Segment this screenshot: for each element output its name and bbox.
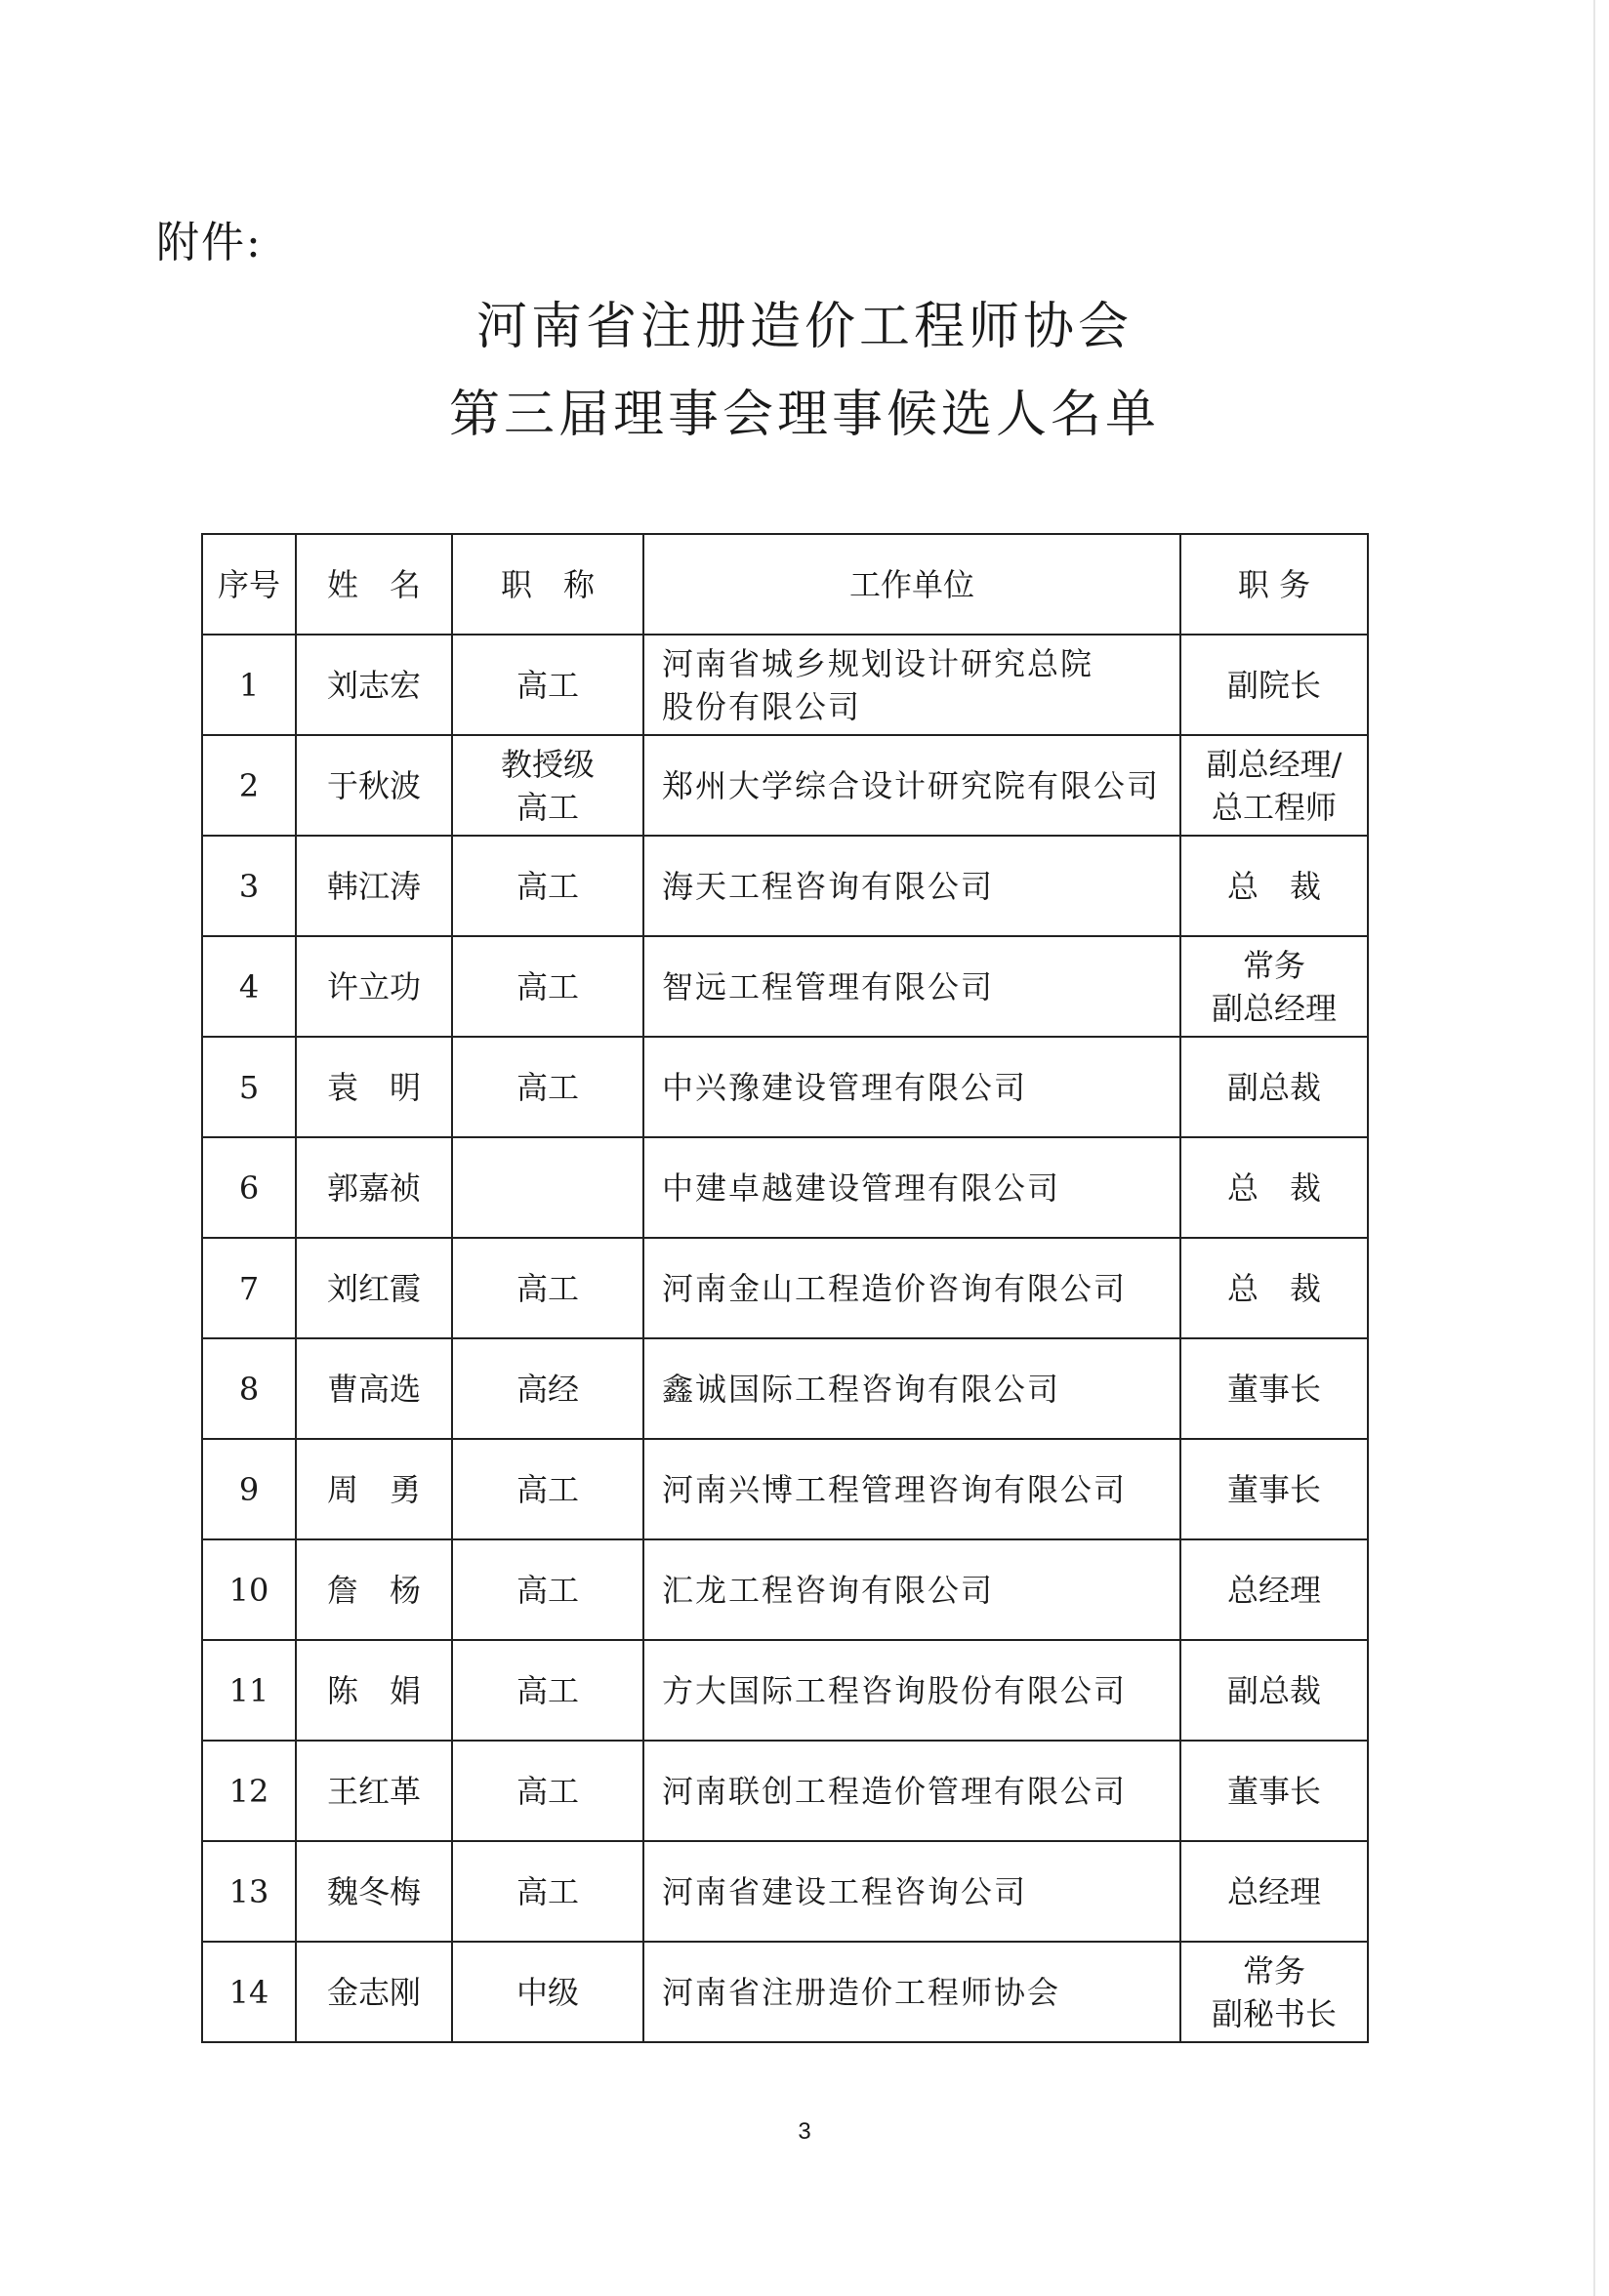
cell-position: 董事长 [1180, 1338, 1368, 1439]
header-title: 职 称 [452, 534, 643, 635]
cell-unit: 河南兴博工程管理咨询有限公司 [643, 1439, 1180, 1539]
cell-position: 副总裁 [1180, 1640, 1368, 1741]
cell-title: 高工 [452, 836, 643, 936]
cell-position: 总 裁 [1180, 1137, 1368, 1238]
cell-position: 常务 副总经理 [1180, 936, 1368, 1037]
cell-title: 高工 [452, 1439, 643, 1539]
cell-name: 王红革 [296, 1741, 452, 1841]
cell-unit: 河南省建设工程咨询公司 [643, 1841, 1180, 1942]
cell-seq: 1 [202, 635, 296, 735]
cell-title: 高工 [452, 1640, 643, 1741]
cell-name: 刘志宏 [296, 635, 452, 735]
cell-position: 常务 副秘书长 [1180, 1942, 1368, 2042]
cell-name: 詹 杨 [296, 1539, 452, 1640]
cell-unit: 中兴豫建设管理有限公司 [643, 1037, 1180, 1137]
cell-name: 于秋波 [296, 735, 452, 836]
cell-position: 总 裁 [1180, 1238, 1368, 1338]
cell-seq: 13 [202, 1841, 296, 1942]
cell-position: 副院长 [1180, 635, 1368, 735]
document-title-line-1: 河南省注册造价工程师协会 [475, 298, 1133, 356]
table-row [202, 1137, 1368, 1238]
table-row [202, 836, 1368, 936]
cell-seq: 4 [202, 936, 296, 1037]
cell-title: 高工 [452, 635, 643, 735]
cell-position: 总经理 [1180, 1841, 1368, 1942]
document-title-line-2: 第三届理事会理事候选人名单 [448, 386, 1160, 444]
cell-seq: 7 [202, 1238, 296, 1338]
table-header-row [202, 534, 1368, 635]
cell-unit: 方大国际工程咨询股份有限公司 [643, 1640, 1180, 1741]
table-row [202, 1338, 1368, 1439]
cell-title: 高工 [452, 1238, 643, 1338]
table-row [202, 1439, 1368, 1539]
cell-name: 许立功 [296, 936, 452, 1037]
attachment-label: 附件: [156, 218, 263, 267]
table-row [202, 1841, 1368, 1942]
cell-seq: 6 [202, 1137, 296, 1238]
cell-seq: 9 [202, 1439, 296, 1539]
cell-name: 陈 娟 [296, 1640, 452, 1741]
cell-title: 高工 [452, 1841, 643, 1942]
cell-unit: 郑州大学综合设计研究院有限公司 [643, 735, 1180, 836]
table-row [202, 936, 1368, 1037]
cell-title: 高工 [452, 1741, 643, 1841]
cell-name: 周 勇 [296, 1439, 452, 1539]
table-row [202, 735, 1368, 836]
cell-unit: 河南省城乡规划设计研究总院 股份有限公司 [643, 635, 1180, 735]
cell-unit: 中建卓越建设管理有限公司 [643, 1137, 1180, 1238]
header-name: 姓 名 [296, 534, 452, 635]
cell-title [452, 1137, 643, 1238]
page-number: 3 [798, 2118, 811, 2145]
cell-title: 高经 [452, 1338, 643, 1439]
cell-seq: 3 [202, 836, 296, 936]
table-row [202, 1741, 1368, 1841]
cell-unit: 海天工程咨询有限公司 [643, 836, 1180, 936]
cell-name: 韩江涛 [296, 836, 452, 936]
cell-unit: 智远工程管理有限公司 [643, 936, 1180, 1037]
cell-position: 总经理 [1180, 1539, 1368, 1640]
cell-title: 高工 [452, 1539, 643, 1640]
cell-name: 曹高选 [296, 1338, 452, 1439]
cell-unit: 河南省注册造价工程师协会 [643, 1942, 1180, 2042]
cell-title: 中级 [452, 1942, 643, 2042]
cell-seq: 8 [202, 1338, 296, 1439]
cell-position: 董事长 [1180, 1439, 1368, 1539]
cell-position: 副总经理/ 总工程师 [1180, 735, 1368, 836]
table-row [202, 1640, 1368, 1741]
table-row [202, 1539, 1368, 1640]
cell-title: 高工 [452, 936, 643, 1037]
cell-position: 总 裁 [1180, 836, 1368, 936]
candidate-table [201, 533, 1369, 2043]
cell-unit: 河南联创工程造价管理有限公司 [643, 1741, 1180, 1841]
cell-unit: 鑫诚国际工程咨询有限公司 [643, 1338, 1180, 1439]
table-row [202, 1942, 1368, 2042]
cell-name: 袁 明 [296, 1037, 452, 1137]
cell-title: 教授级 高工 [452, 735, 643, 836]
cell-seq: 12 [202, 1741, 296, 1841]
cell-title: 高工 [452, 1037, 643, 1137]
cell-position: 副总裁 [1180, 1037, 1368, 1137]
header-unit: 工作单位 [643, 534, 1180, 635]
header-seq: 序号 [202, 534, 296, 635]
cell-unit: 河南金山工程造价咨询有限公司 [643, 1238, 1180, 1338]
cell-name: 郭嘉祯 [296, 1137, 452, 1238]
table-row [202, 1037, 1368, 1137]
cell-seq: 2 [202, 735, 296, 836]
cell-seq: 5 [202, 1037, 296, 1137]
cell-seq: 14 [202, 1942, 296, 2042]
cell-name: 金志刚 [296, 1942, 452, 2042]
cell-seq: 10 [202, 1539, 296, 1640]
cell-name: 刘红霞 [296, 1238, 452, 1338]
table-row [202, 1238, 1368, 1338]
header-position: 职 务 [1180, 534, 1368, 635]
table-row [202, 635, 1368, 735]
cell-unit: 汇龙工程咨询有限公司 [643, 1539, 1180, 1640]
cell-seq: 11 [202, 1640, 296, 1741]
cell-name: 魏冬梅 [296, 1841, 452, 1942]
cell-position: 董事长 [1180, 1741, 1368, 1841]
